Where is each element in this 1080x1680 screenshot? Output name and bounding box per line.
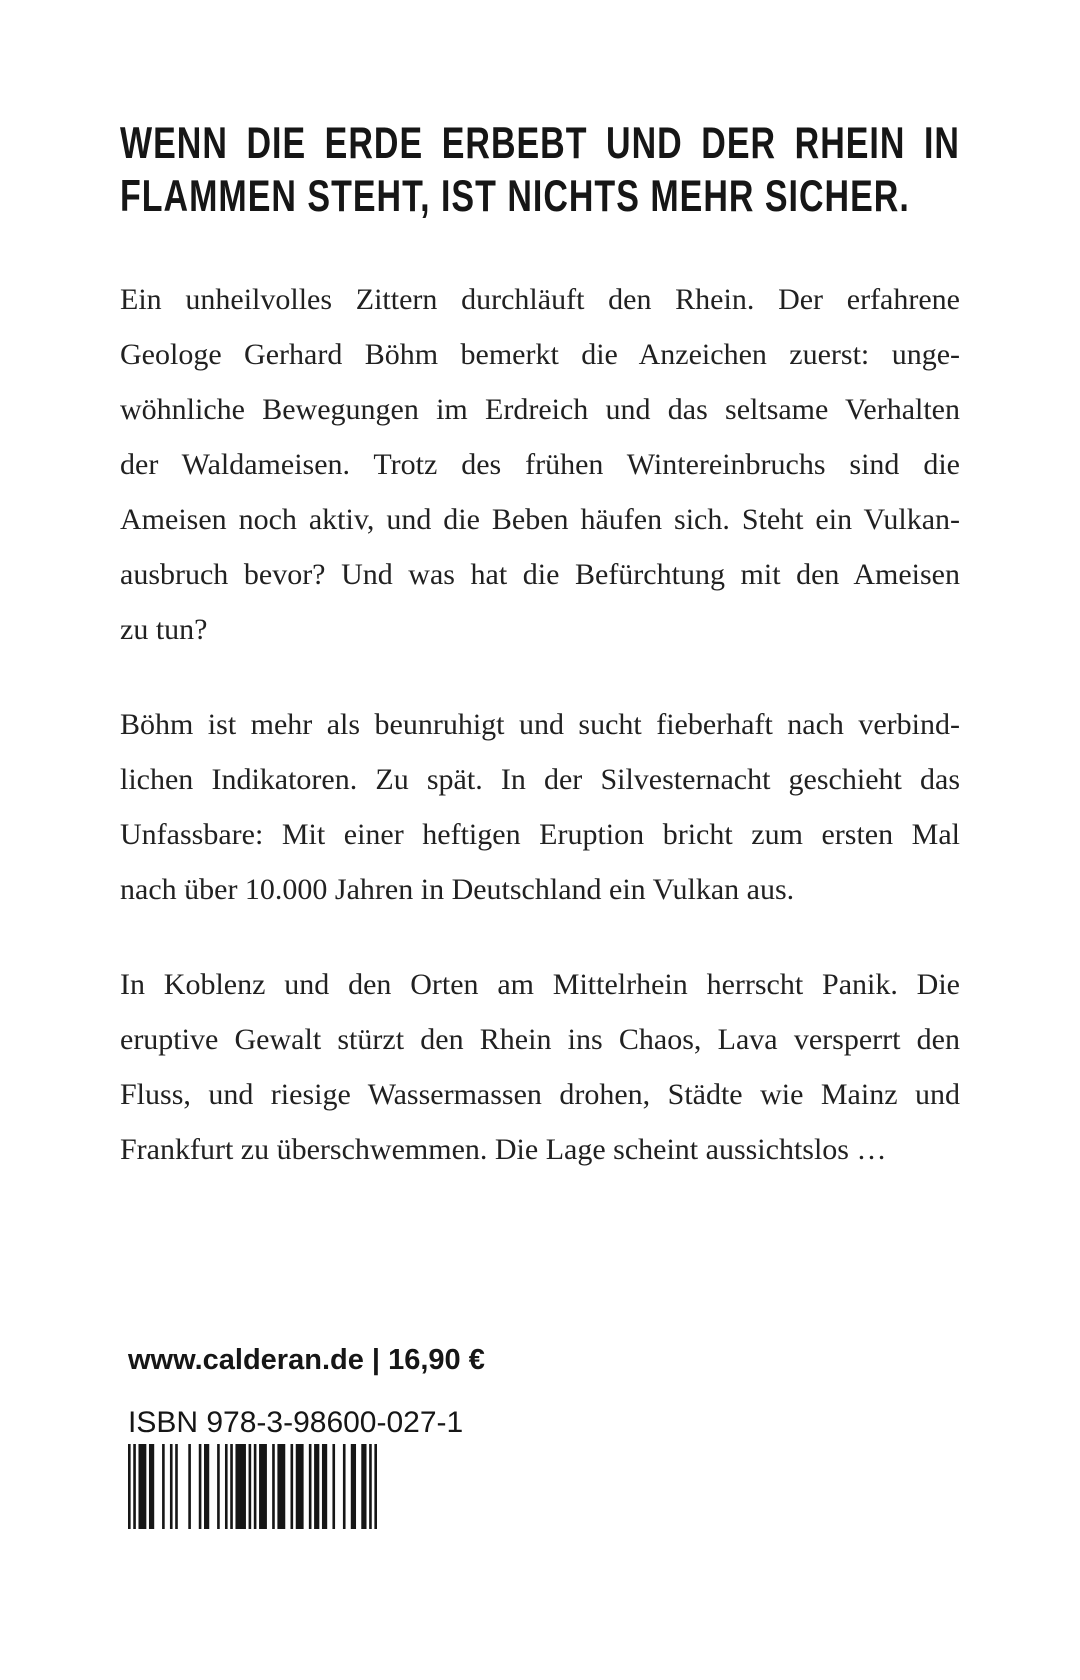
text-line: der Waldameisen. Trotz des frühen Wintereinbruchs sind die — [120, 448, 960, 481]
text-line: Böhm ist mehr als beunruhigt und sucht fieberhaft nach verbind- — [120, 708, 960, 741]
text-line: Frankfurt zu überschwemmen. Die Lage scheint aussichtslos … — [120, 1133, 887, 1166]
headline — [120, 118, 960, 224]
text-line: wöhnliche Bewegungen im Erdreich und das seltsame Verhalten — [120, 393, 960, 426]
text-line: Unfassbare: Mit einer heftigen Eruption bricht zum ersten Mal — [120, 818, 960, 851]
paragraph — [120, 272, 960, 657]
text-line: ausbruch bevor? Und was hat die Befürchtung mit den Ameisen — [120, 558, 960, 591]
paragraph — [120, 697, 960, 917]
footer — [128, 1343, 960, 1529]
paragraph — [120, 957, 960, 1177]
text-line: zu tun? — [120, 613, 208, 646]
headline-line: FLAMMEN STEHT, IST NICHTS MEHR SICHER. — [120, 172, 910, 222]
text-line: In Koblenz und den Orten am Mittelrhein herrscht Panik. Die — [120, 968, 960, 1001]
text-line: Ein unheilvolles Zittern durchläuft den Rhein. Der erfahrene — [120, 283, 960, 316]
text-line: Fluss, und riesige Wassermassen drohen, Städte wie Mainz und — [120, 1078, 960, 1111]
isbn-text: ISBN 978-3-98600-027-1 — [128, 1406, 464, 1439]
text-line: Ameisen noch aktiv, und die Beben häufen sich. Steht ein Vulkan- — [120, 503, 960, 536]
back-cover-text — [120, 272, 960, 1177]
text-line: Geologe Gerhard Böhm bemerkt die Anzeichen zuerst: unge- — [120, 338, 960, 371]
text-line: eruptive Gewalt stürzt den Rhein ins Chaos, Lava versperrt den — [120, 1023, 960, 1056]
text-line: nach über 10.000 Jahren in Deutschland ein Vulkan aus. — [120, 873, 795, 906]
headline-line: WENN DIE ERDE ERBEBT UND DER RHEIN IN — [120, 119, 960, 169]
website-and-price: www.calderan.de | 16,90 € — [128, 1344, 485, 1376]
ean-barcode — [128, 1444, 377, 1529]
text-line: lichen Indikatoren. Zu spät. In der Silvesternacht geschieht das — [120, 763, 960, 796]
